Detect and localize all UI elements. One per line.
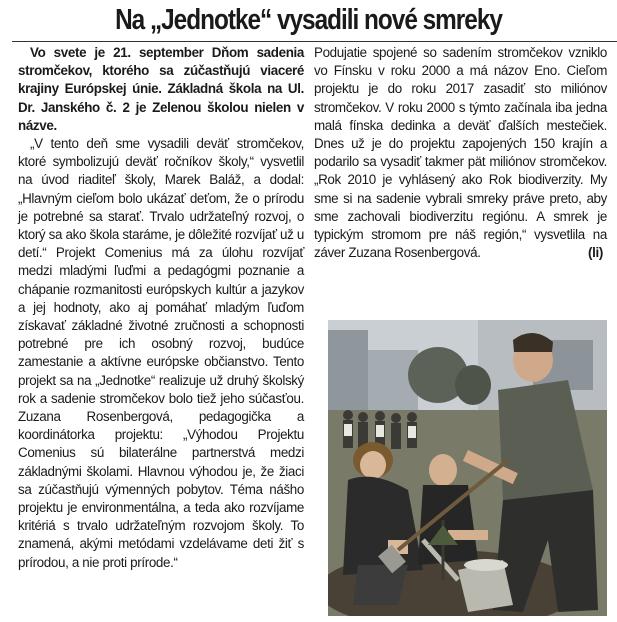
photo-tree-planting-icon <box>328 320 607 616</box>
article-signature: (li) <box>588 245 603 261</box>
article-body-right-text: Podujatie spojené so sadením stromčekov vzniklo vo Fínsku v roku 2000 a má názov Eno. Cieľom projektu je do roku 2017 zasadiť sto miliónov stromčekov. V roku 2000 s týmto začínala iba jedna malá fínska dedinka a deväť ďalších mestečiek. Dnes už je do projektu zapojených 150 krajín a podarilo sa vysadiť takmer pät miliónov stromčekov. „Rok 2010 je vyhlásený ako Rok biodiverzity. My sme si na sadenie vybrali smreky práve preto, aby sme zachovali biodiverzitu regiónu. A smrek je typickým stromom pre náš región,“ vysvetlila na záver Zuzana Rosenbergová. <box>314 45 607 261</box>
article-headline: Na „Jednotke“ vysadili nové smreky <box>115 4 502 36</box>
article-body-left: „V tento deň sme vysadili deväť stromčekov, ktoré symbolizujú deväť ročníkov školy,“ vysvetlil na úvod riaditeľ školy, Marek Baláž, a dodal: „Hlavným cieľom bolo ukázať deťom, že o prírodu je potrebné sa starať. Trvalo udržateľný rozvoj, o ktorý sa ako škola staráme, je dôležité rozvíjať už u detí.“ Projekt Comenius má za úlohu rozvíjať medzi mladými ľuďmi a pedagógmi poznanie a chápanie rozmanitosti európskych kultúr a jazykov a jej hodnoty, ako aj pomáhať mladým ľuďom získavať základné životné zručnosti a schopnosti potrebné pre ich osobný rozvoj, budúce zamestanie a aktívne európske občianstvo. Tento projekt sa na „Jednotke“ realizuje už druhý školský rok a sadenie stromčekov bolo tiež jeho súčasťou. Zuzana Rosenbergová, pedagogička a koordinátorka projektu: „Výhodou Projektu Comenius sú bilaterálne partnerstvá medzi základnými školami. Hlavnou výhodou je, že žiaci sa zúčastňujú výmenných pobytov. Téma nášho projektu je environmentálna, a teda ako rozvíjame kritériá s trvalo udržateľným rozvojom školy. To znamená, akými metódami vzdelávame deti žiť s prírodou, a nie proti prírode.“ <box>18 136 304 570</box>
article-lead: Vo svete je 21. september Dňom sadenia stromčekov, ktorého sa zúčastňujú viaceré krajiny Európskej únie. Základná škola na Ul. Dr. Janského č. 2 je Zelenou školou nielen v názve. <box>18 45 304 133</box>
right-column <box>314 44 607 262</box>
article-photo <box>328 320 607 616</box>
left-column <box>18 44 304 572</box>
article-body-right <box>314 44 607 262</box>
headline-rule <box>12 41 617 42</box>
